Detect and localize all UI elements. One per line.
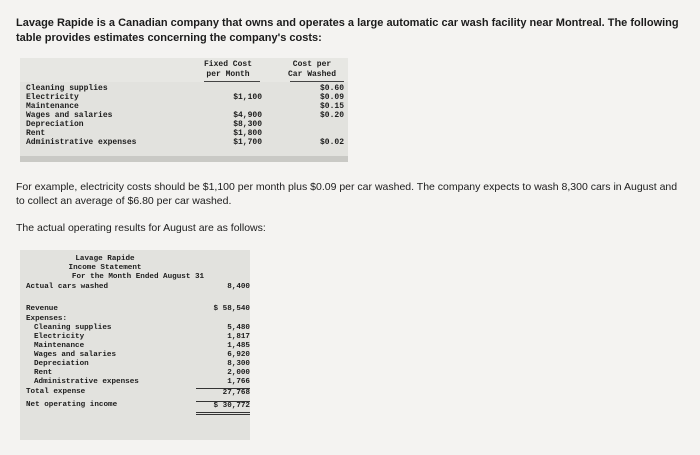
table-row: Maintenance $0.15: [26, 102, 344, 111]
table-row: Rent $1,800: [26, 129, 262, 138]
cost-estimates-table: [20, 58, 348, 162]
example-paragraph: For example, electricity costs should be $1,100 per month plus $0.09 per car washed. The company expects to wash 8,300 cars in August and to collect an average of $6.80 per car washed.: [16, 181, 678, 207]
statement-company-name: Lavage Rapide: [75, 255, 135, 263]
fixed-cost-header: Fixed Cost per Month: [203, 60, 252, 79]
expense-row: Wages and salaries 6,920: [34, 351, 250, 359]
net-operating-income-row: Net operating income $ 30,772: [26, 401, 246, 411]
total-expense-row: Total expense 27,768: [26, 388, 250, 397]
results-intro-paragraph: The actual operating results for August are as follows:: [16, 222, 266, 234]
statement-period: For the Month Ended August 31: [71, 273, 205, 281]
table-row: Wages and salaries $4,900 $0.20: [26, 111, 344, 120]
table-footer-bar: [20, 156, 348, 162]
expense-row: Maintenance 1,485: [34, 342, 250, 350]
table-row: Depreciation $8,300: [26, 120, 262, 129]
expenses-heading: Expenses:: [26, 315, 68, 323]
income-statement: [20, 250, 250, 440]
expense-row: Depreciation 8,300: [34, 360, 250, 368]
statement-title: Income Statement: [68, 264, 142, 272]
expense-row: Electricity 1,817: [34, 333, 250, 341]
expense-row: Cleaning supplies 5,480: [34, 324, 250, 332]
intro-paragraph: Lavage Rapide is a Canadian company that owns and operates a large automatic car wash facility near Montreal. The following table provides estimates concerning the company's costs:: [16, 17, 679, 44]
table-row: Electricity $1,100 $0.09: [26, 93, 344, 102]
expense-row: Administrative expenses 1,766: [34, 378, 250, 386]
cost-per-car-header: Cost per Car Washed: [287, 60, 336, 79]
header-underline: [290, 81, 344, 82]
table-row: Administrative expenses $1,700 $0.02: [26, 138, 344, 147]
header-underline: [204, 81, 260, 82]
table-row: Cleaning supplies $0.60: [26, 84, 344, 93]
revenue-row: Revenue $ 58,540: [26, 305, 250, 313]
cars-washed-row: Actual cars washed 8,400: [26, 283, 250, 291]
expense-row: Rent 2,000: [34, 369, 250, 377]
